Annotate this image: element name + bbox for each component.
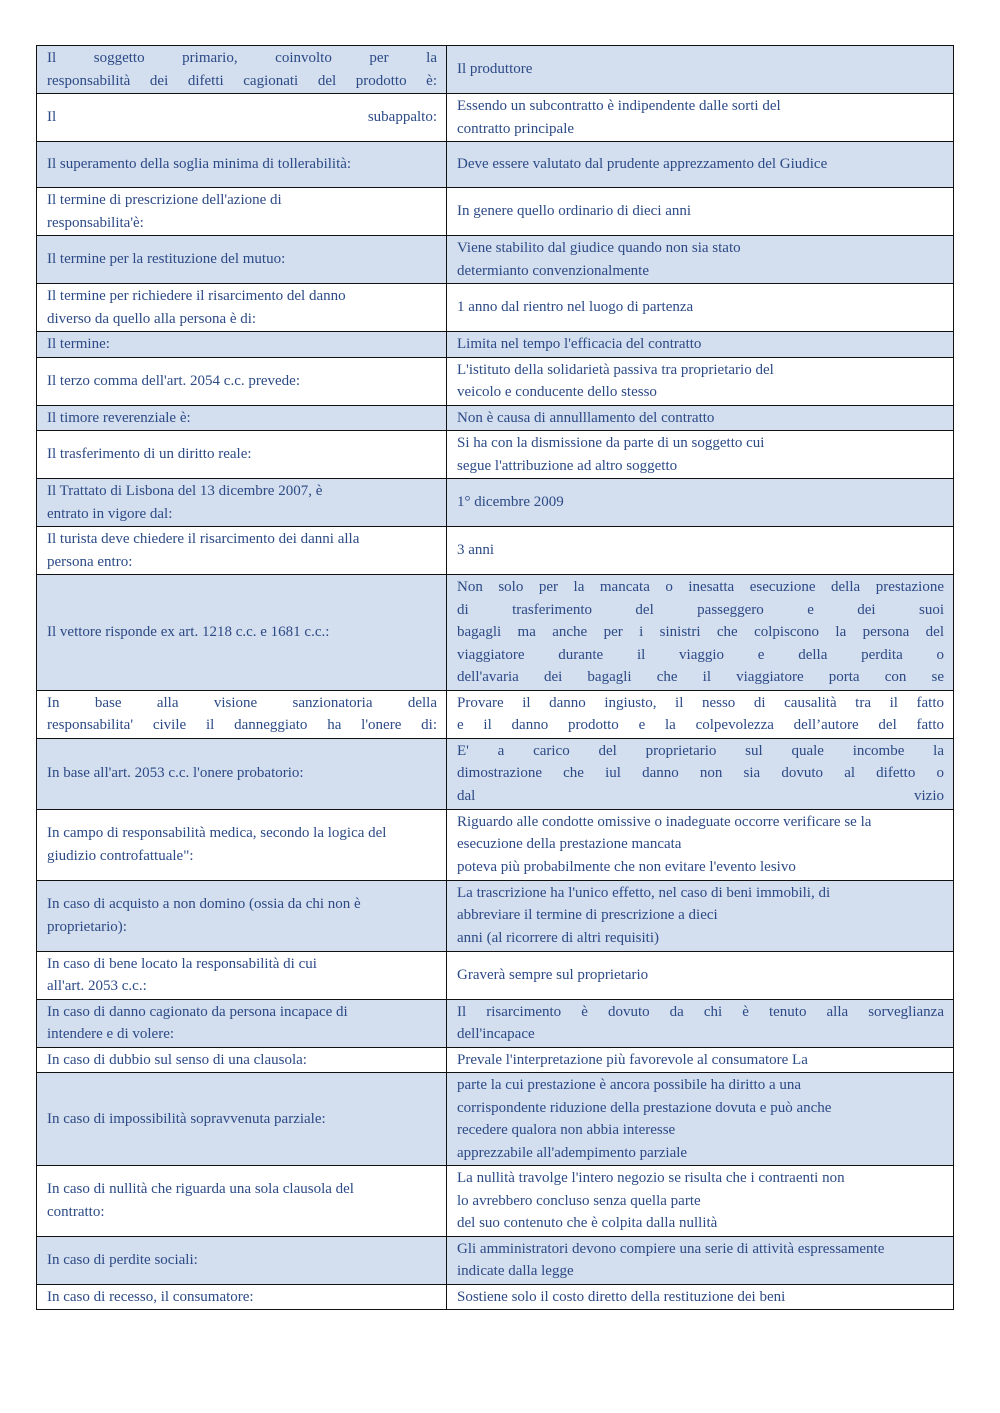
answer-cell: In genere quello ordinario di dieci anni <box>447 188 954 236</box>
question-cell: In caso di bene locato la responsabilità di cui all'art. 2053 c.c.: <box>37 951 447 999</box>
answer-cell: E' a carico del proprietario sul quale incombe la dimostrazione che iul danno non sia dovuto al difetto o dal vizio <box>447 738 954 809</box>
table-row <box>37 951 954 999</box>
table-row <box>37 809 954 880</box>
question-cell: Il termine per richiedere il risarcimento del danno diverso da quello alla persona è di: <box>37 284 447 332</box>
answer-cell: Graverà sempre sul proprietario <box>447 951 954 999</box>
table-row <box>37 880 954 951</box>
qa-table <box>36 45 954 1310</box>
table-row <box>37 738 954 809</box>
question-cell: In caso di impossibilità sopravvenuta parziale: <box>37 1073 447 1166</box>
table-row <box>37 479 954 527</box>
table-row <box>37 284 954 332</box>
question-cell: In caso di acquisto a non domino (ossia da chi non è proprietario): <box>37 880 447 951</box>
table-row <box>37 1047 954 1073</box>
question-cell: Il termine: <box>37 332 447 358</box>
table-row <box>37 527 954 575</box>
question-cell: Il vettore risponde ex art. 1218 c.c. e 1681 c.c.: <box>37 575 447 691</box>
answer-cell: Non è causa di annulllamento del contratto <box>447 405 954 431</box>
answer-cell: Il produttore <box>447 46 954 94</box>
table-row <box>37 1073 954 1166</box>
table-row <box>37 431 954 479</box>
question-cell: Il trasferimento di un diritto reale: <box>37 431 447 479</box>
table-row <box>37 332 954 358</box>
question-cell: Il subappalto: <box>37 94 447 142</box>
answer-cell: Prevale l'interpretazione più favorevole al consumatore La <box>447 1047 954 1073</box>
table-row <box>37 575 954 691</box>
answer-cell: La nullità travolge l'intero negozio se risulta che i contraenti non lo avrebbero concluso senza quella parte del suo contenuto che è colpita dalla nullità <box>447 1166 954 1237</box>
question-cell: In base alla visione sanzionatoria della responsabilita' civile il danneggiato ha l'onere di: <box>37 690 447 738</box>
table-row <box>37 1166 954 1237</box>
answer-cell: Provare il danno ingiusto, il nesso di causalità tra il fatto e il danno prodotto e la colpevolezza dell’autore del fatto <box>447 690 954 738</box>
table-row <box>37 405 954 431</box>
table-row <box>37 188 954 236</box>
answer-cell: 3 anni <box>447 527 954 575</box>
answer-cell: Gli amministratori devono compiere una serie di attività espressamente indicate dalla legge <box>447 1236 954 1284</box>
table-row <box>37 142 954 188</box>
table-row <box>37 357 954 405</box>
answer-cell: 1° dicembre 2009 <box>447 479 954 527</box>
answer-cell: 1 anno dal rientro nel luogo di partenza <box>447 284 954 332</box>
question-cell: Il termine di prescrizione dell'azione di responsabilita'è: <box>37 188 447 236</box>
question-cell: Il termine per la restituzione del mutuo: <box>37 236 447 284</box>
question-cell: In caso di recesso, il consumatore: <box>37 1284 447 1310</box>
question-cell: In caso di dubbio sul senso di una clausola: <box>37 1047 447 1073</box>
question-cell: Il Trattato di Lisbona del 13 dicembre 2007, è entrato in vigore dal: <box>37 479 447 527</box>
table-row <box>37 999 954 1047</box>
table-row <box>37 46 954 94</box>
answer-cell: Essendo un subcontratto è indipendente dalle sorti del contratto principale <box>447 94 954 142</box>
question-cell: Il timore reverenziale è: <box>37 405 447 431</box>
question-cell: In caso di nullità che riguarda una sola clausola del contratto: <box>37 1166 447 1237</box>
answer-cell: Non solo per la mancata o inesatta esecuzione della prestazione di trasferimento del passeggero e dei suoi bagagli ma anche per i sinistri che colpiscono la persona del viaggiatore durante il viaggio e della perdita o dell'avaria dei bagagli che il viaggiatore porta con se <box>447 575 954 691</box>
answer-cell: Viene stabilito dal giudice quando non sia stato determianto convenzionalmente <box>447 236 954 284</box>
answer-cell: L'istituto della solidarietà passiva tra proprietario del veicolo e conducente dello stesso <box>447 357 954 405</box>
table-row <box>37 236 954 284</box>
answer-cell: Sostiene solo il costo diretto della restituzione dei beni <box>447 1284 954 1310</box>
question-cell: Il terzo comma dell'art. 2054 c.c. prevede: <box>37 357 447 405</box>
question-cell: In base all'art. 2053 c.c. l'onere probatorio: <box>37 738 447 809</box>
answer-cell: Deve essere valutato dal prudente apprezzamento del Giudice <box>447 142 954 188</box>
question-cell: In caso di perdite sociali: <box>37 1236 447 1284</box>
qa-table-body <box>37 46 954 1310</box>
table-row <box>37 94 954 142</box>
table-row <box>37 690 954 738</box>
table-row <box>37 1236 954 1284</box>
answer-cell: Si ha con la dismissione da parte di un soggetto cui segue l'attribuzione ad altro soggetto <box>447 431 954 479</box>
table-row <box>37 1284 954 1310</box>
question-cell: Il superamento della soglia minima di tollerabilità: <box>37 142 447 188</box>
question-cell: Il soggetto primario, coinvolto per la responsabilità dei difetti cagionati del prodotto è: <box>37 46 447 94</box>
question-cell: In campo di responsabilità medica, secondo la logica del giudizio controfattuale": <box>37 809 447 880</box>
answer-cell: Riguardo alle condotte omissive o inadeguate occorre verificare se la esecuzione della prestazione mancata poteva più probabilmente che non evitare l'evento lesivo <box>447 809 954 880</box>
question-cell: Il turista deve chiedere il risarcimento dei danni alla persona entro: <box>37 527 447 575</box>
answer-cell: Il risarcimento è dovuto da chi è tenuto alla sorveglianza dell'incapace <box>447 999 954 1047</box>
answer-cell: parte la cui prestazione è ancora possibile ha diritto a una corrispondente riduzione della prestazione dovuta e può anche recedere qualora non abbia interesse apprezzabile all'adempimento parziale <box>447 1073 954 1166</box>
question-cell: In caso di danno cagionato da persona incapace di intendere e di volere: <box>37 999 447 1047</box>
answer-cell: La trascrizione ha l'unico effetto, nel caso di beni immobili, di abbreviare il termine di prescrizione a dieci anni (al ricorrere di altri requisiti) <box>447 880 954 951</box>
answer-cell: Limita nel tempo l'efficacia del contratto <box>447 332 954 358</box>
